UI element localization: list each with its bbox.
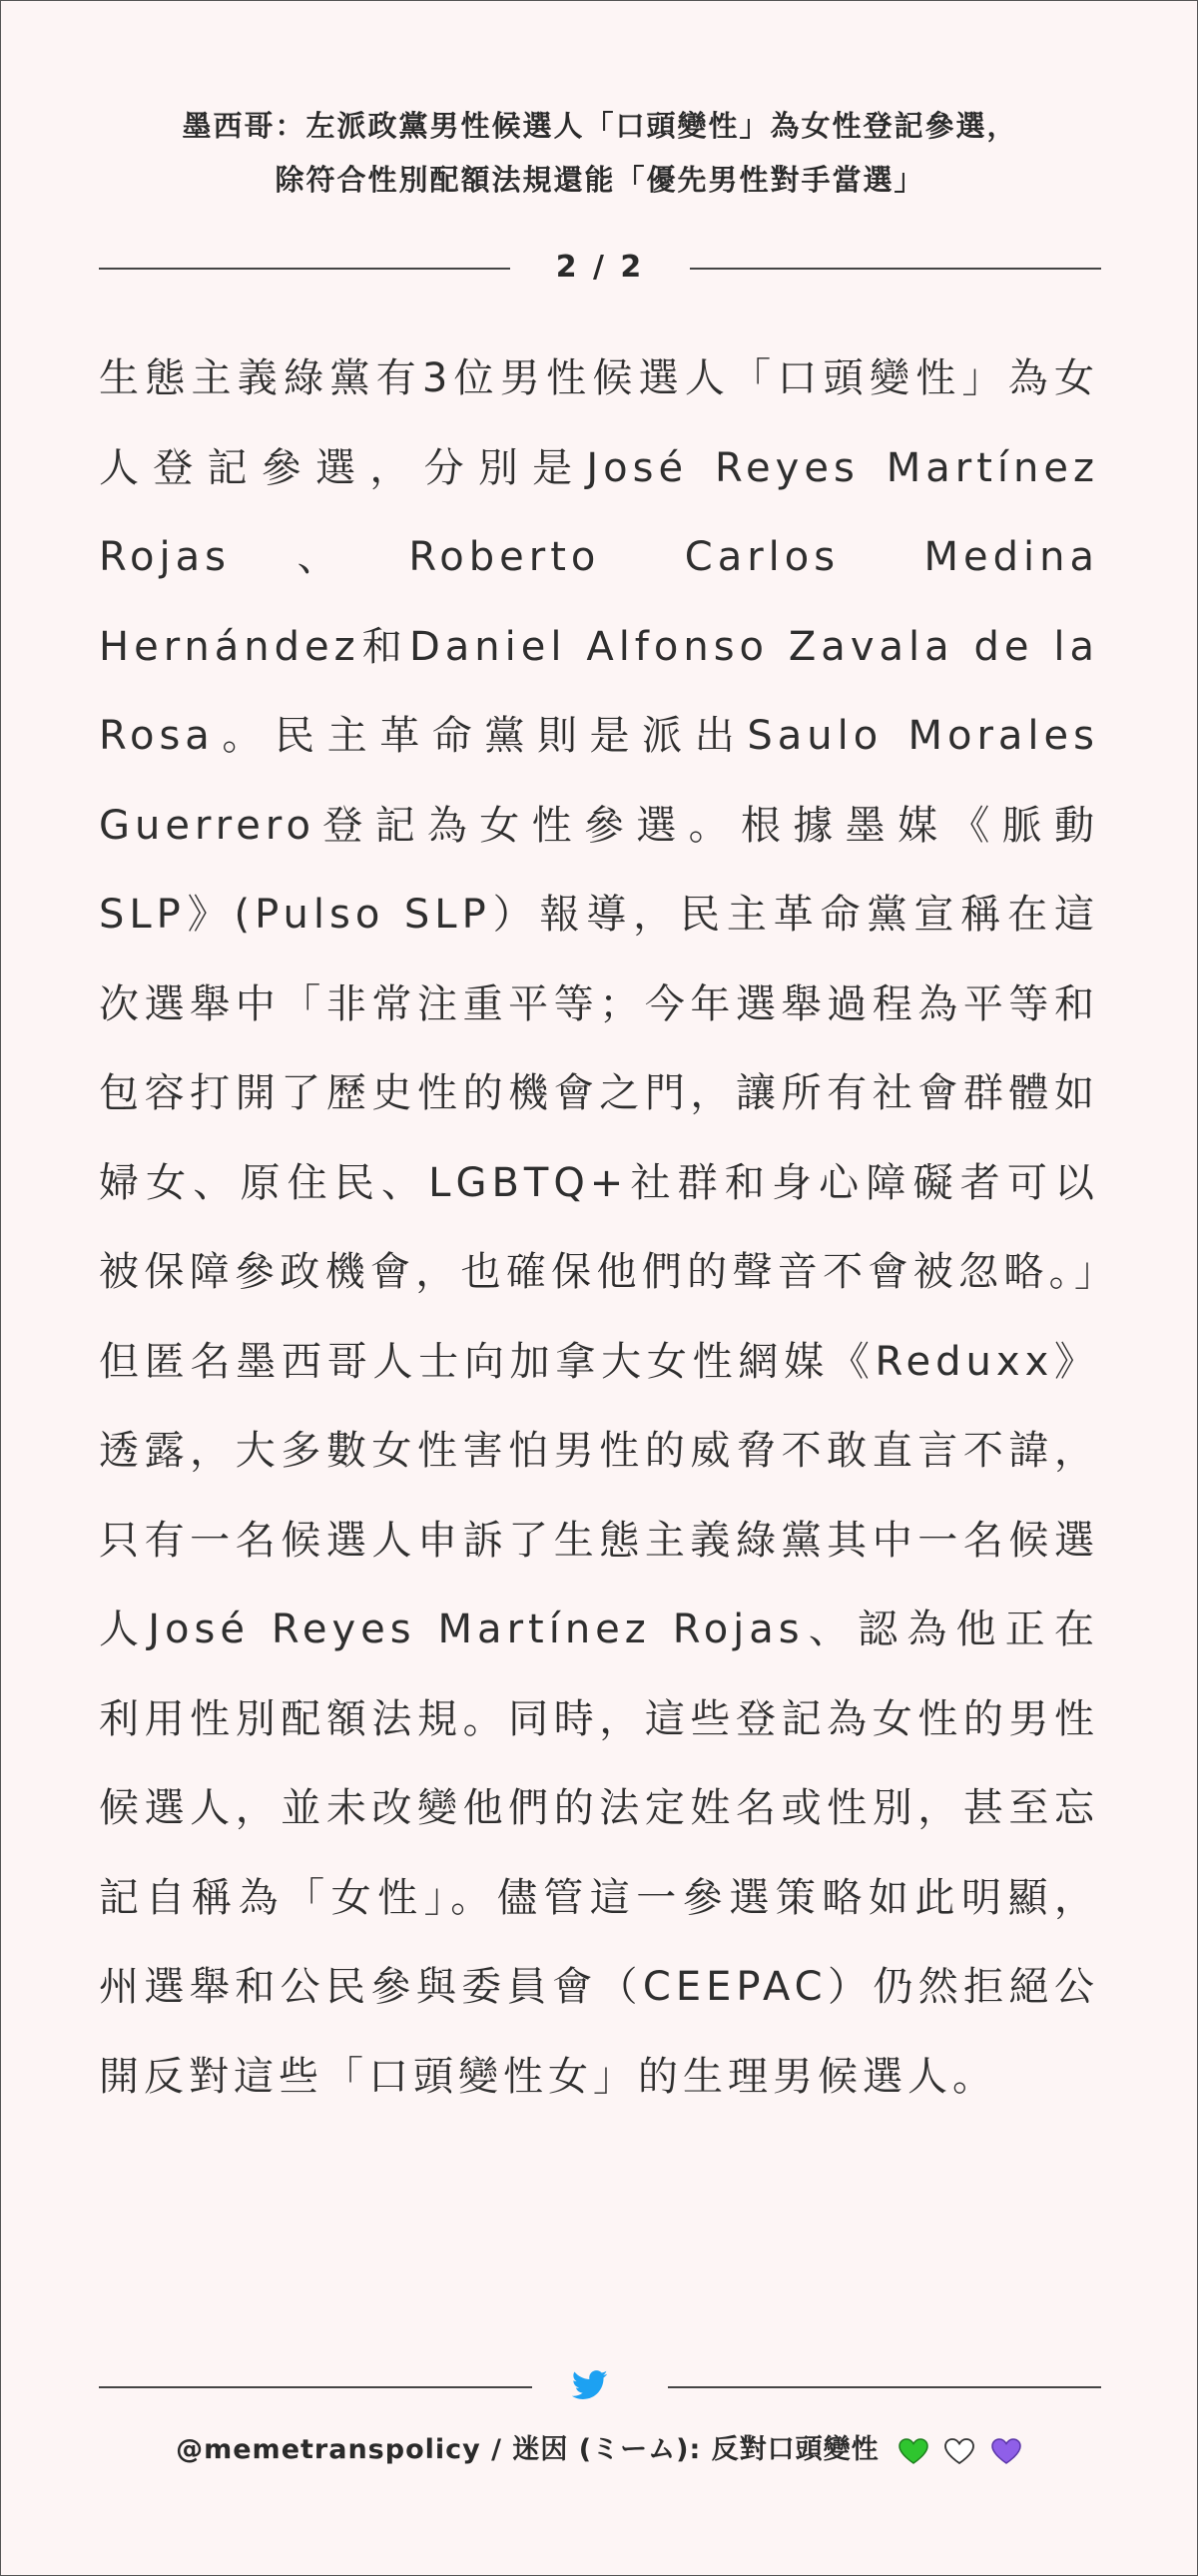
footer-divider-left <box>99 2386 532 2388</box>
white-heart-icon <box>943 2437 975 2465</box>
green-heart-icon <box>898 2437 929 2465</box>
page-indicator-divider <box>99 251 1101 285</box>
title-line-2: 除符合性別配額法規還能「優先男性對手當選」 <box>275 163 925 197</box>
title-line-1: 墨西哥：左派政黨男性候選人「口頭變性」為女性登記參選， <box>182 109 1018 143</box>
page-indicator: 2 / 2 <box>555 250 645 285</box>
article-body: 生態主義綠黨有3位男性候選人「口頭變性」為女人登記參選，分別是José Reyes Martínez Rojas、Roberto Carlos Medina Hernández和Daniel Alfonso Zavala de la Rosa。民主革命黨則是派出Saulo Morales Guerrero登記為女性參選。根據墨媒《脈動SLP》(Pulso SLP）報導，民主革命黨宣稱在這次選舉中「非常注重平等；今年選舉過程為平等和包容打開了歷史性的機會之門，讓所有社會群體如婦女、原住民、LGBTQ+社群和身心障礙者可以被保障參政機會，也確保他們的聲音不會被忽略。」但匿名墨西哥人士向加拿大女性網媒《Reduxx》透露，大多數女性害怕男性的威脅不敢直言不諱，只有一名候選人申訴了生態主義綠黨其中一名候選人José Reyes Martínez Rojas、認為他正在利用性別配額法規。同時，這些登記為女性的男性候選人，並未改變他們的法定姓名或性別，甚至忘記自稱為「女性」。儘管這一參選策略如此明顯，州選舉和公民參與委員會（CEEPAC）仍然拒絕公開反對這些「口頭變性女」的生理男候選人。 <box>99 355 1099 2100</box>
footer-divider <box>99 2367 1101 2407</box>
divider-left <box>99 268 510 270</box>
footer-credit-text: @memetranspolicy / 迷因 (ミーム): 反對口頭變性 <box>176 2434 880 2465</box>
page-title <box>61 99 1139 207</box>
footer-credit <box>61 2425 1139 2476</box>
purple-heart-icon <box>990 2437 1022 2465</box>
divider-right <box>690 268 1101 270</box>
twitter-bird-icon <box>572 2369 608 2401</box>
footer-divider-right <box>668 2386 1101 2388</box>
hearts-group <box>896 2426 1024 2476</box>
